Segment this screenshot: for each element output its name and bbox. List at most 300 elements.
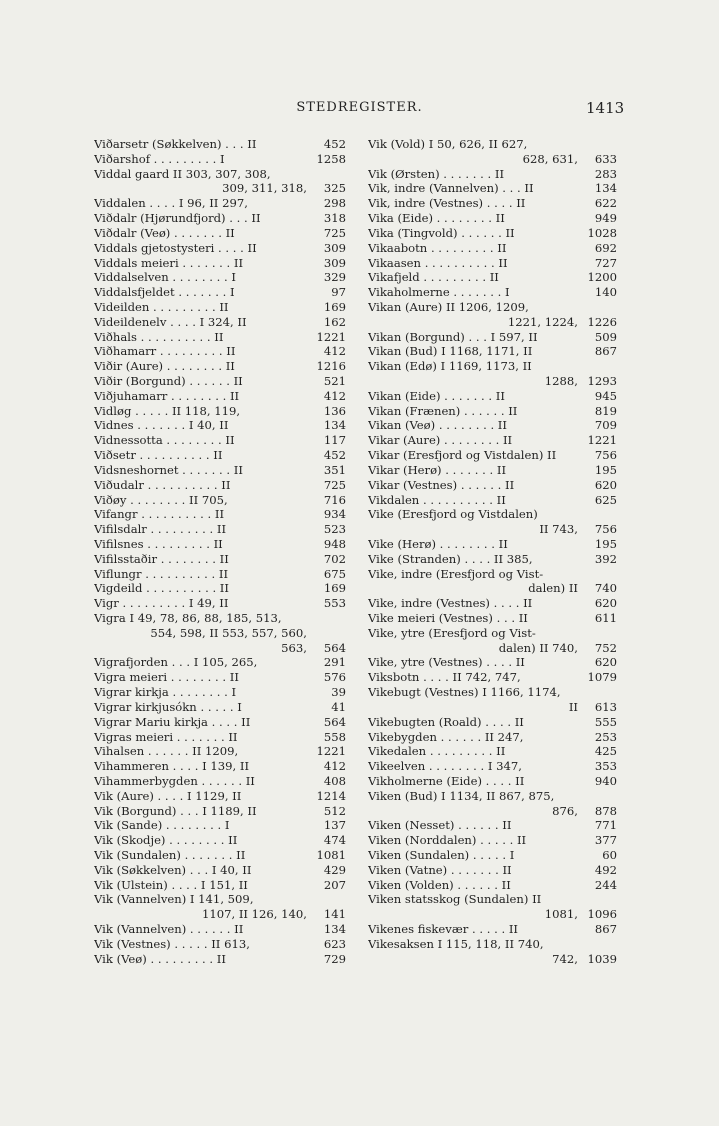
index-entry (368, 285, 617, 300)
entry-text: Vigdeild . . . . . . . . . . II (94, 581, 229, 596)
index-entry (368, 774, 617, 789)
index-entry (368, 567, 617, 582)
entry-text: Vikan (Bud) I 1168, 1171, II (368, 344, 533, 359)
entry-text: Viðdalr (Hjørundfjord) . . . II (94, 211, 261, 226)
entry-page-number: 97 (331, 285, 346, 300)
entry-text: Vikholmerne (Eide) . . . . II (368, 773, 525, 788)
entry-page-number: 509 (594, 329, 617, 344)
entry-text: Videilden . . . . . . . . . II (94, 299, 229, 314)
index-entry (368, 685, 617, 700)
entry-text: 563, (281, 640, 307, 655)
index-entry (368, 700, 617, 715)
entry-page-number: 207 (323, 877, 346, 892)
index-entry (94, 863, 346, 878)
entry-page-number: 1221 (587, 433, 617, 448)
entry-page-number: 253 (594, 729, 617, 744)
index-entry (368, 404, 617, 419)
index-entry (94, 611, 346, 626)
entry-page-number: 134 (594, 181, 617, 196)
page-number: 1413 (586, 99, 625, 117)
index-entry (94, 848, 346, 863)
entry-text: Vike, indre (Vestnes) . . . . II (368, 596, 533, 611)
entry-text: Vike, ytre (Vestnes) . . . . II (368, 655, 525, 670)
index-entry (368, 137, 617, 152)
entry-text: Vik (Skodje) . . . . . . . . II (94, 833, 238, 848)
index-entry (94, 952, 346, 967)
entry-text: Vihalsen . . . . . . II 1209, (94, 744, 239, 759)
index-entry (368, 493, 617, 508)
entry-text: Viddals gjetostysteri . . . . II (94, 240, 257, 255)
entry-text: Vik (Sundalen) . . . . . . . II (94, 848, 246, 862)
index-entry (94, 330, 346, 345)
index-entry (368, 552, 617, 567)
entry-page-number: 452 (323, 137, 346, 151)
entry-text: Viðøy . . . . . . . . II 705, (94, 492, 228, 507)
entry-page-number: 1221 (316, 744, 346, 759)
entry-page-number: 298 (323, 196, 346, 211)
entry-text: Vikar (Eresfjord og Vistdalen) II (368, 448, 557, 463)
entry-page-number: 412 (323, 388, 346, 403)
entry-text: Viðarshof . . . . . . . . . I (94, 151, 225, 166)
entry-page-number: 1293 (587, 374, 617, 388)
entry-page-number: 740 (594, 581, 617, 596)
entry-page-number: 553 (323, 596, 346, 611)
index-entry (94, 685, 346, 700)
entry-page-number: 675 (323, 566, 346, 581)
entry-page-number: 819 (594, 403, 617, 418)
entry-page-number: 195 (594, 536, 617, 551)
entry-text: 1288, (544, 374, 578, 388)
entry-text: Viken (Bud) I 1134, II 867, 875, (368, 788, 555, 803)
entry-text: Vik (Vold) I 50, 626, II 627, (368, 137, 528, 151)
entry-text: Vifilsdalr . . . . . . . . . II (94, 522, 227, 537)
entry-page-number: 867 (594, 922, 617, 937)
index-entry (94, 241, 346, 256)
entry-text: Viken statsskog (Sundalen) II (368, 892, 542, 907)
entry-text: Vidnessotta . . . . . . . . II (94, 433, 235, 448)
index-entry (368, 848, 617, 863)
entry-page-number: 1039 (587, 951, 617, 966)
entry-page-number: 351 (323, 462, 346, 477)
entry-text: Vik (Søkkelven) . . . I 40, II (94, 862, 252, 877)
left-column (94, 137, 346, 967)
index-entry (368, 463, 617, 478)
index-entry (368, 359, 617, 374)
entry-text: Vigra meieri . . . . . . . . II (94, 670, 239, 685)
entry-text: Vikar (Aure) . . . . . . . . II (368, 433, 513, 448)
entry-text: Vifangr . . . . . . . . . . II (94, 507, 225, 522)
entry-page-number: 692 (594, 240, 617, 255)
entry-text: Vikeelven . . . . . . . . I 347, (368, 759, 522, 774)
index-entry (94, 878, 346, 893)
entry-text: Vigrar kirkja . . . . . . . . I (94, 685, 237, 700)
entry-text: Viken (Nesset) . . . . . . II (368, 818, 512, 833)
entry-text: Vike (Herø) . . . . . . . . II (368, 536, 508, 551)
entry-page-number: 555 (594, 714, 617, 729)
index-entry (94, 167, 346, 182)
entry-page-number: 60 (602, 848, 617, 862)
entry-page-number: 452 (323, 448, 346, 463)
entry-text: Vike (Stranden) . . . . II 385, (368, 551, 533, 566)
index-entry (94, 759, 346, 774)
entry-page-number: 576 (323, 670, 346, 685)
entry-page-number: 756 (594, 448, 617, 463)
index-entry (368, 167, 617, 182)
index-entry (94, 937, 346, 952)
entry-page-number: 521 (323, 374, 346, 388)
entry-page-number: 1200 (587, 270, 617, 285)
index-entry (94, 389, 346, 404)
index-entry (94, 418, 346, 433)
entry-text: Vikafjeld . . . . . . . . . II (368, 270, 499, 285)
entry-page-number: 283 (594, 166, 617, 181)
index-entry (368, 952, 617, 967)
index-entry (94, 537, 346, 552)
index-entry (94, 804, 346, 819)
index-entry (368, 596, 617, 611)
index-entry (94, 655, 346, 670)
entry-page-number: 425 (594, 744, 617, 759)
index-entry (94, 152, 346, 167)
entry-text: Videildenelv . . . . I 324, II (94, 314, 247, 329)
index-entry (94, 552, 346, 567)
index-entry (368, 315, 617, 330)
entry-page-number: 117 (323, 433, 346, 448)
entry-page-number: 492 (594, 862, 617, 877)
entry-text: Vidløg . . . . . II 118, 119, (94, 403, 241, 418)
entry-text: Viddals meieri . . . . . . . II (94, 255, 244, 270)
index-entry (368, 330, 617, 345)
index-entry (94, 478, 346, 493)
entry-page-number: 512 (323, 803, 346, 818)
entry-text: Viddalselven . . . . . . . . I (94, 270, 236, 285)
entry-page-number: 867 (594, 344, 617, 359)
entry-text: Vik (Sande) . . . . . . . . I (94, 818, 230, 833)
entry-text: Vikan (Frænen) . . . . . . II (368, 403, 518, 418)
entry-page-number: 729 (323, 951, 346, 966)
entry-page-number: 39 (331, 685, 346, 700)
index-entry (94, 922, 346, 937)
entry-page-number: 949 (594, 211, 617, 226)
entry-page-number: 136 (323, 403, 346, 418)
index-entry (368, 211, 617, 226)
entry-page-number: 41 (331, 699, 346, 714)
index-entry (94, 789, 346, 804)
entry-text: Vik (Ulstein) . . . . I 151, II (94, 877, 248, 892)
index-entry (368, 433, 617, 448)
entry-text: Vike meieri (Vestnes) . . . II (368, 611, 528, 625)
index-entry (368, 641, 617, 656)
entry-text: Vikebugten (Roald) . . . . II (368, 714, 524, 729)
entry-page-number: 564 (323, 714, 346, 729)
entry-text: 628, 631, (522, 151, 578, 166)
entry-page-number: 474 (323, 833, 346, 848)
entry-page-number: 309 (323, 240, 346, 255)
index-entry (368, 226, 617, 241)
entry-text: Vikan (Edø) I 1169, 1173, II (368, 359, 532, 374)
entry-text: Vidnes . . . . . . . I 40, II (94, 418, 229, 433)
entry-page-number: 140 (594, 285, 617, 300)
entry-text: Vike, indre (Eresfjord og Vist- (368, 566, 544, 581)
entry-text: 1107, II 126, 140, (201, 907, 307, 922)
entry-page-number: 709 (594, 418, 617, 433)
entry-page-number: 752 (594, 640, 617, 655)
entry-page-number: 134 (323, 922, 346, 937)
entry-page-number: 141 (323, 907, 346, 922)
entry-page-number: 702 (323, 551, 346, 566)
entry-page-number: 412 (323, 759, 346, 774)
entry-text: Vik (Aure) . . . . I 1129, II (94, 788, 242, 803)
entry-text: Viken (Volden) . . . . . . II (368, 877, 511, 892)
entry-page-number: 523 (323, 522, 346, 537)
entry-text: Vikaasen . . . . . . . . . . II (368, 255, 508, 270)
entry-page-number: 623 (323, 936, 346, 951)
index-entry (368, 448, 617, 463)
entry-page-number: 392 (594, 551, 617, 566)
entry-page-number: 1214 (316, 788, 346, 803)
entry-text: Viðarsetr (Søkkelven) . . . II (94, 137, 257, 151)
entry-text: Vik, indre (Vestnes) . . . . II (368, 196, 526, 211)
entry-text: Vigrar kirkjusókn . . . . . I (94, 699, 242, 714)
entry-text: Vikan (Aure) II 1206, 1209, (368, 299, 529, 314)
entry-text: dalen) II (528, 581, 578, 596)
entry-text: Vik, indre (Vannelven) . . . II (368, 181, 534, 196)
index-entry (94, 315, 346, 330)
entry-text: Vike, ytre (Eresfjord og Vist- (368, 625, 536, 640)
entry-text: Vikaholmerne . . . . . . . I (368, 285, 510, 300)
entry-page-number: 558 (323, 729, 346, 744)
index-entry (368, 818, 617, 833)
entry-text: Vik (Vannelven) I 141, 509, (94, 892, 254, 907)
entry-text: Viken (Norddalen) . . . . . II (368, 833, 527, 848)
index-entry (368, 937, 617, 952)
index-entry (368, 804, 617, 819)
entry-text: Vike (Eresfjord og Vistdalen) (368, 507, 538, 522)
index-entry (368, 300, 617, 315)
entry-page-number: 727 (594, 255, 617, 270)
entry-page-number: 195 (594, 462, 617, 477)
entry-text: Viddalsfjeldet . . . . . . . I (94, 285, 235, 300)
entry-text: Viken (Sundalen) . . . . . I (368, 848, 515, 862)
index-entry (94, 581, 346, 596)
entry-page-number: 244 (594, 877, 617, 892)
entry-text: 1081, (544, 907, 578, 922)
entry-text: Vikar (Herø) . . . . . . . II (368, 462, 507, 477)
index-entry (368, 507, 617, 522)
index-entry (94, 892, 346, 907)
entry-text: Viken (Vatne) . . . . . . . II (368, 862, 512, 877)
index-entry (94, 448, 346, 463)
entry-text: 1221, 1224, (507, 314, 578, 329)
entry-page-number: 1028 (587, 225, 617, 240)
index-entry (368, 922, 617, 937)
index-entry (368, 152, 617, 167)
index-entry (368, 715, 617, 730)
entry-text: Vika (Tingvold) . . . . . . II (368, 225, 515, 240)
entry-text: Vik (Borgund) . . . I 1189, II (94, 803, 257, 818)
index-entry (368, 892, 617, 907)
right-column (368, 137, 617, 967)
entry-page-number: 611 (594, 611, 617, 625)
entry-page-number: 134 (323, 418, 346, 433)
entry-text: Vikar (Vestnes) . . . . . . II (368, 477, 515, 492)
index-entry (368, 522, 617, 537)
entry-page-number: 716 (323, 492, 346, 507)
entry-page-number: 353 (594, 759, 617, 774)
entry-text: Viddalen . . . . I 96, II 297, (94, 196, 248, 211)
entry-page-number: 1221 (316, 329, 346, 344)
entry-page-number: 429 (323, 862, 346, 877)
index-entry (368, 256, 617, 271)
index-entry (94, 774, 346, 789)
entry-page-number: 945 (594, 388, 617, 403)
entry-text: Vikan (Eide) . . . . . . . II (368, 388, 505, 403)
entry-page-number: 1226 (587, 314, 617, 329)
index-entry (94, 300, 346, 315)
index-entry (94, 181, 346, 196)
index-entry (368, 478, 617, 493)
entry-page-number: 169 (323, 581, 346, 596)
index-entry (368, 626, 617, 641)
index-entry (368, 730, 617, 745)
index-entry (94, 641, 346, 656)
entry-page-number: 309 (323, 255, 346, 270)
index-entry (94, 833, 346, 848)
index-entry (368, 744, 617, 759)
index-entry (368, 759, 617, 774)
entry-text: 876, (552, 803, 578, 818)
index-entry (94, 522, 346, 537)
entry-page-number: 725 (323, 477, 346, 492)
entry-text: Vigr . . . . . . . . . I 49, II (94, 596, 229, 611)
entry-text: Vigra I 49, 78, 86, 88, 185, 513, (94, 611, 282, 625)
entry-text: Vikesaksen I 115, 118, II 740, (368, 936, 544, 951)
entry-page-number: 325 (323, 181, 346, 196)
index-entry (94, 715, 346, 730)
entry-page-number: 771 (594, 818, 617, 833)
index-entry (94, 493, 346, 508)
entry-text: Vikdalen . . . . . . . . . . II (368, 492, 506, 507)
entry-page-number: 620 (594, 596, 617, 611)
entry-text: Vigrar Mariu kirkja . . . . II (94, 714, 251, 729)
entry-page-number: 1258 (316, 151, 346, 166)
index-entry (94, 211, 346, 226)
entry-page-number: 620 (594, 477, 617, 492)
entry-page-number: 1216 (316, 359, 346, 374)
entry-text: Viðhals . . . . . . . . . . II (94, 329, 224, 344)
page-title: STEDREGISTER. (296, 100, 423, 115)
index-entry (94, 196, 346, 211)
index-entry (368, 537, 617, 552)
index-entry (94, 670, 346, 685)
index-entry (368, 270, 617, 285)
entry-text: Vikedalen . . . . . . . . . II (368, 744, 506, 759)
entry-text: Vik (Vannelven) . . . . . . II (94, 922, 244, 937)
index-entry (94, 567, 346, 582)
index-entry (94, 137, 346, 152)
entry-page-number: 377 (594, 833, 617, 848)
index-entry (94, 256, 346, 271)
entry-text: Viddal gaard II 303, 307, 308, (94, 166, 271, 181)
index-entry (94, 433, 346, 448)
index-entry (368, 344, 617, 359)
index-entry (94, 374, 346, 389)
entry-text: 554, 598, II 553, 557, 560, (150, 625, 307, 640)
index-entry (94, 507, 346, 522)
entry-text: Vigras meieri . . . . . . . II (94, 729, 238, 744)
entry-text: Viðir (Borgund) . . . . . . II (94, 374, 243, 388)
entry-text: II (568, 699, 578, 714)
entry-page-number: 613 (594, 699, 617, 714)
index-entry (368, 581, 617, 596)
index-entry (368, 655, 617, 670)
entry-text: Vik (Veø) . . . . . . . . . II (94, 951, 226, 966)
index-entry (368, 389, 617, 404)
index-entry (368, 878, 617, 893)
entry-page-number: 564 (323, 640, 346, 655)
entry-text: II 743, (539, 522, 578, 537)
index-entry (368, 789, 617, 804)
entry-page-number: 318 (323, 211, 346, 226)
entry-page-number: 934 (323, 507, 346, 522)
entry-text: Vigrafjorden . . . I 105, 265, (94, 655, 258, 670)
entry-page-number: 1096 (587, 907, 617, 922)
index-entry (94, 404, 346, 419)
index-entry (368, 181, 617, 196)
entry-page-number: 948 (323, 536, 346, 551)
index-entry (368, 863, 617, 878)
entry-page-number: 725 (323, 225, 346, 240)
entry-page-number: 329 (323, 270, 346, 285)
entry-text: Viðjuhamarr . . . . . . . . II (94, 388, 240, 403)
index-entry (94, 463, 346, 478)
entry-text: Vik (Vestnes) . . . . . II 613, (94, 936, 250, 951)
index-entry (94, 226, 346, 241)
index-entry (368, 418, 617, 433)
entry-text: Vikan (Borgund) . . . I 597, II (368, 329, 538, 344)
entry-page-number: 756 (594, 522, 617, 537)
entry-text: Viðsetr . . . . . . . . . . II (94, 448, 223, 463)
index-entry (94, 285, 346, 300)
entry-text: Viðhamarr . . . . . . . . . II (94, 344, 236, 359)
entry-page-number: 1081 (316, 848, 346, 862)
entry-text: Vika (Eide) . . . . . . . . II (368, 211, 505, 226)
entry-page-number: 620 (594, 655, 617, 670)
index-entry (94, 700, 346, 715)
index-entry (368, 907, 617, 922)
entry-text: Vikan (Veø) . . . . . . . . II (368, 418, 507, 433)
index-entry (94, 359, 346, 374)
entry-text: Vikebygden . . . . . . II 247, (368, 729, 524, 744)
entry-text: Viðudalr . . . . . . . . . . II (94, 477, 231, 492)
index-entry (368, 374, 617, 389)
entry-page-number: 622 (594, 196, 617, 211)
entry-text: Vikenes fiskevær . . . . . II (368, 922, 518, 937)
index-entry (368, 670, 617, 685)
entry-page-number: 291 (323, 655, 346, 670)
index-entry (368, 196, 617, 211)
entry-text: Viksbotn . . . . II 742, 747, (368, 670, 521, 685)
index-entry (368, 833, 617, 848)
entry-text: Vik (Ørsten) . . . . . . . II (368, 166, 505, 181)
entry-page-number: 137 (323, 818, 346, 833)
index-entry (94, 626, 346, 641)
index-entry (368, 241, 617, 256)
entry-page-number: 412 (323, 344, 346, 359)
index-entry (94, 818, 346, 833)
entry-page-number: 162 (323, 314, 346, 329)
index-entry (94, 907, 346, 922)
